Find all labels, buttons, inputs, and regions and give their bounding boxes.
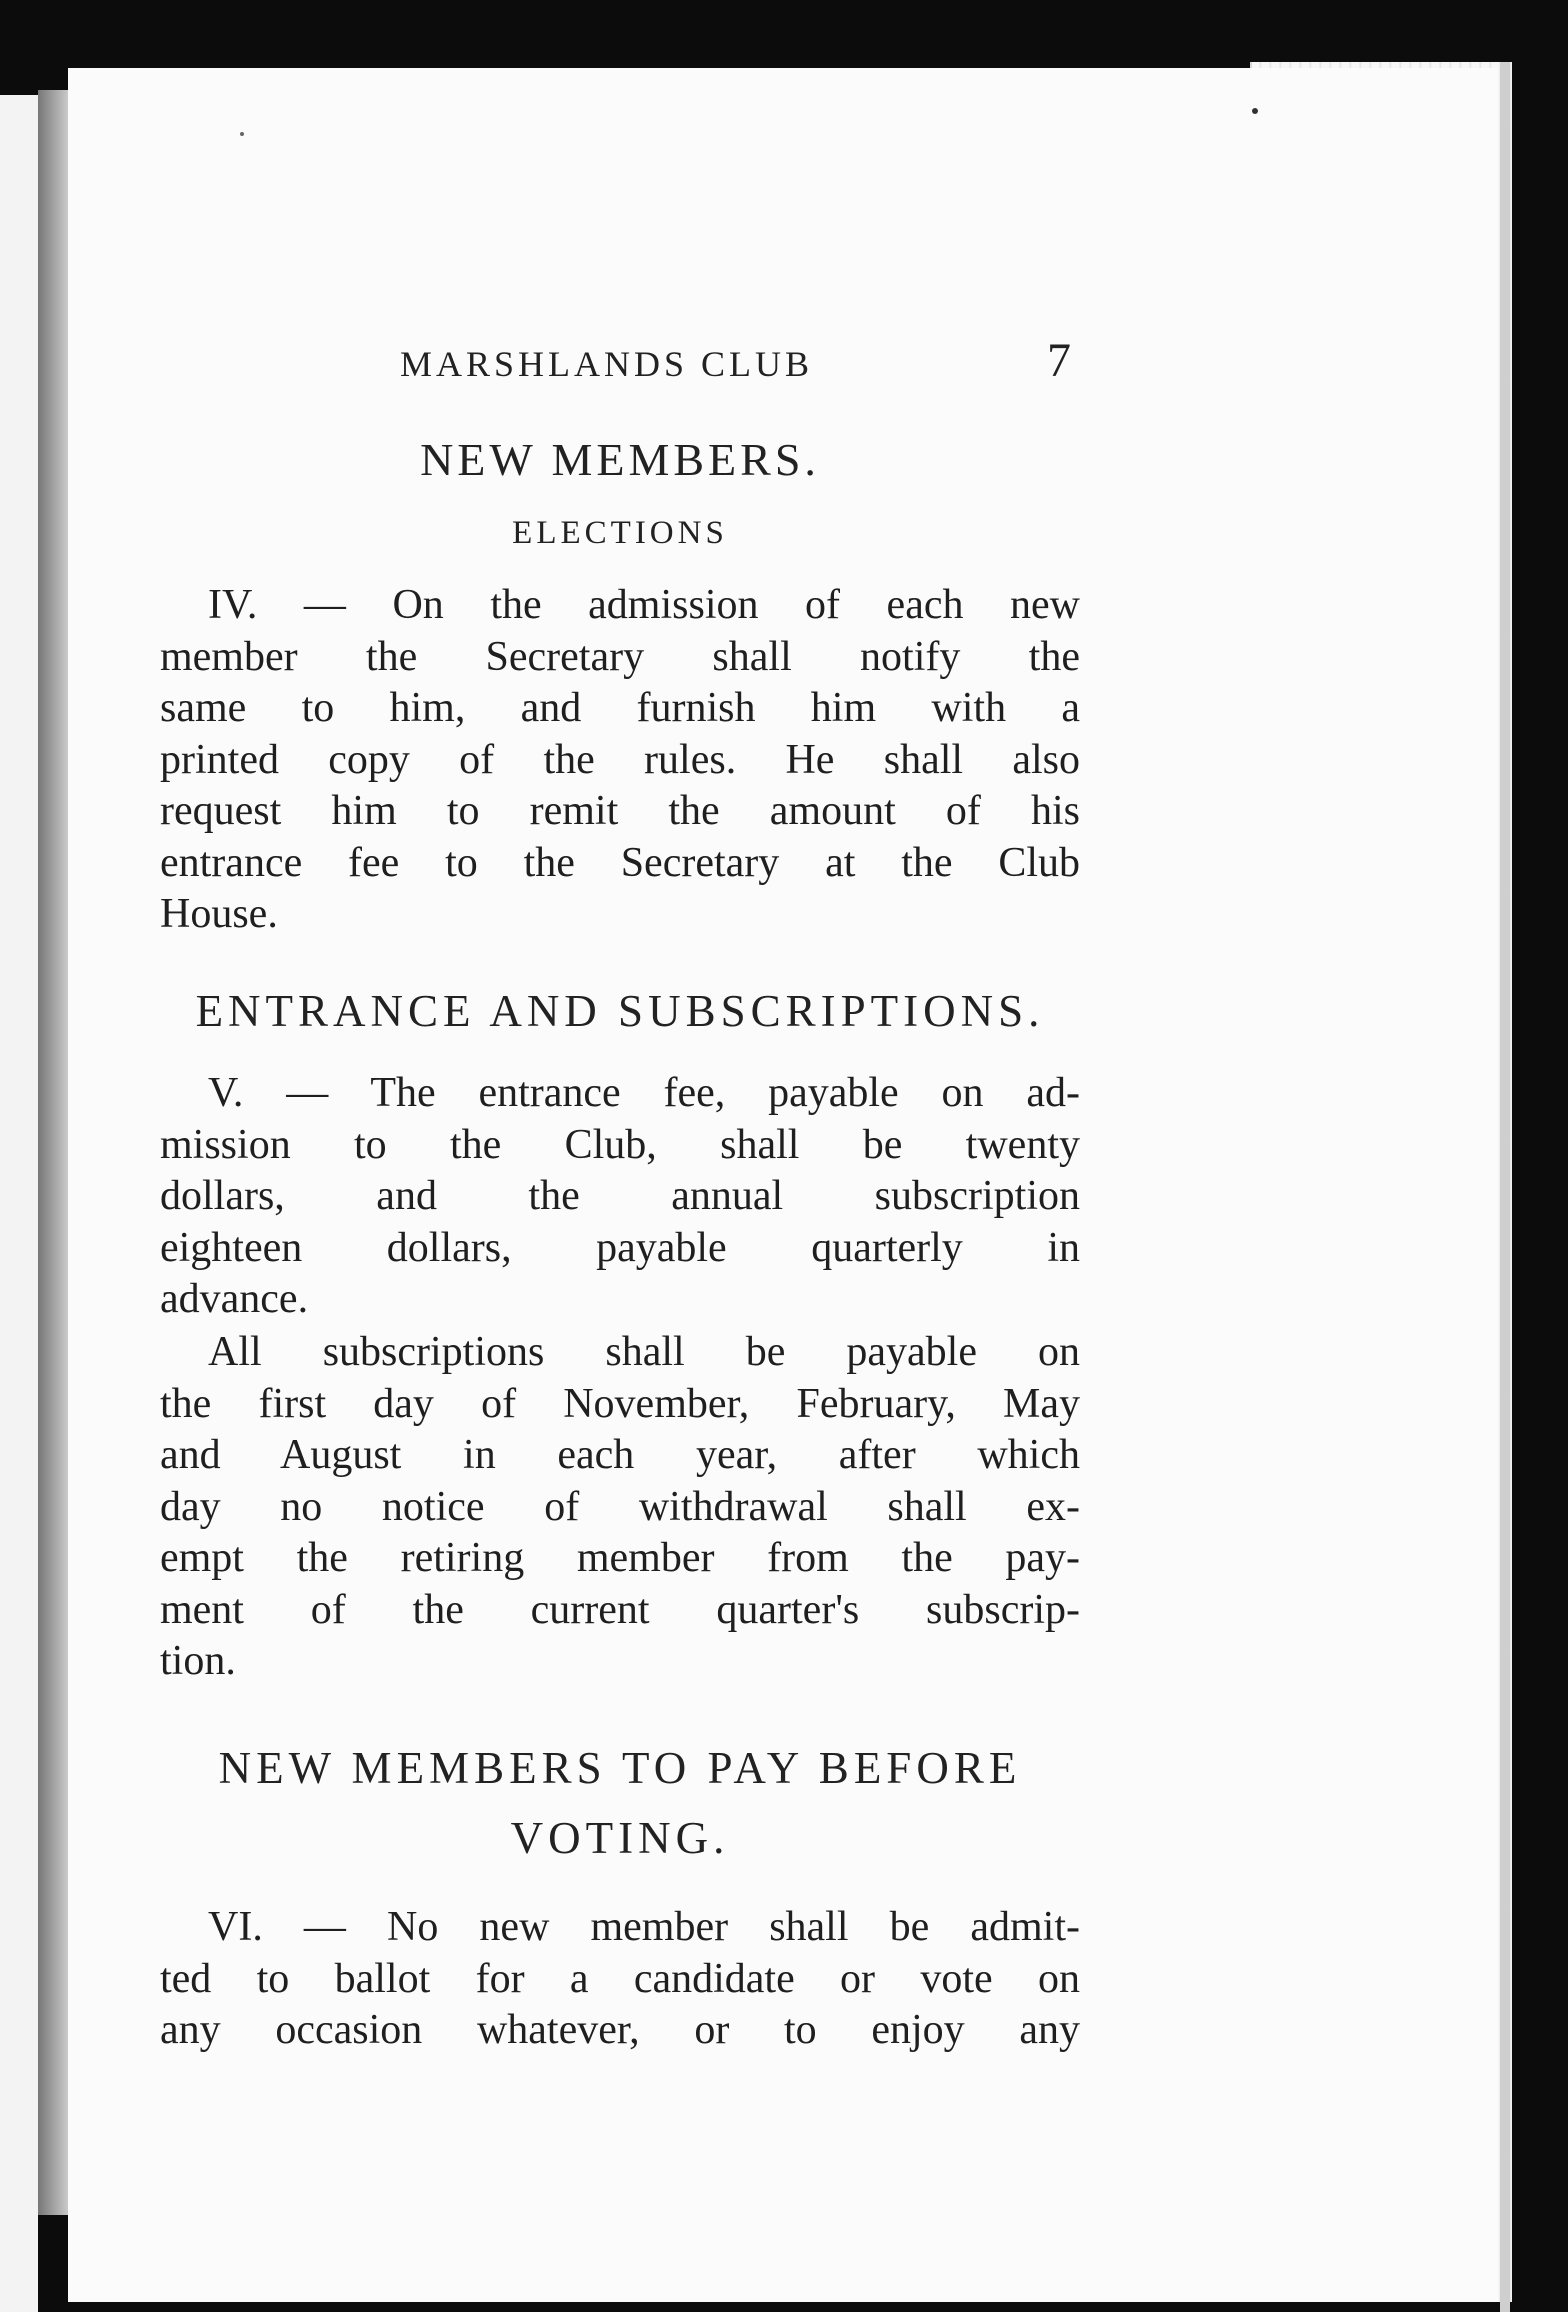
text-line: eighteen dollars, payable quarterly in [160,1224,1080,1271]
heading-line: VOTING. [510,1813,730,1863]
article-iv-paragraph [160,580,1080,941]
text-line: any occasion whatever, or to enjoy any [160,2007,1080,2053]
text-line: request him to remit the amount of his [160,788,1080,834]
text-line: day no notice of withdrawal shall ex- [160,1483,1080,1530]
text-line: printed copy of the rules. He shall also [160,736,1080,783]
text-line: and August in each year, after which [160,1432,1080,1478]
text-line: advance. [160,1276,309,1322]
text-line: VI. — No new member shall be admit- [208,1904,1080,1950]
text-line: tion. [160,1638,236,1684]
section-heading-entrance: ENTRANCE AND SUBSCRIPTIONS. [195,986,1045,1036]
running-head: MARSHLANDS CLUB [400,344,814,384]
text-line: empt the retiring member from the pay- [160,1535,1080,1581]
article-vi-paragraph [160,1902,1080,2057]
text-line: ment of the current quarter's subscrip- [160,1586,1080,1633]
page-stack-shadow [1500,62,1510,2312]
scan-speck [1252,108,1258,114]
heading-line: NEW MEMBERS TO PAY BEFORE [218,1743,1022,1793]
article-v-paragraph [160,1068,1080,1326]
text-line: dollars, and the annual subscription [160,1173,1080,1219]
page-number: 7 [1047,334,1071,387]
text-line: ted to ballot for a candidate or vote on [160,1955,1080,2002]
scan-speck [240,132,244,136]
text-line: All subscriptions shall be payable on [208,1329,1080,1375]
book-gutter [38,90,70,2215]
section-heading-new-members: NEW MEMBERS. [420,434,820,485]
article-v-second-paragraph [160,1327,1080,1688]
subheading-elections: ELECTIONS [512,515,728,551]
text-line: IV. — On the admission of each new [208,582,1080,628]
section-heading-new-members-pay [160,1733,1080,1873]
text-line: House. [160,891,278,937]
text-line: member the Secretary shall notify the [160,633,1080,680]
text-line: the first day of November, February, May [160,1380,1080,1427]
text-line: entrance fee to the Secretary at the Club [160,839,1080,886]
text-line: V. — The entrance fee, payable on ad- [208,1070,1080,1116]
facing-page-edge [0,95,38,2312]
text-line: mission to the Club, shall be twenty [160,1121,1080,1168]
text-line: same to him, and furnish him with a [160,685,1080,731]
